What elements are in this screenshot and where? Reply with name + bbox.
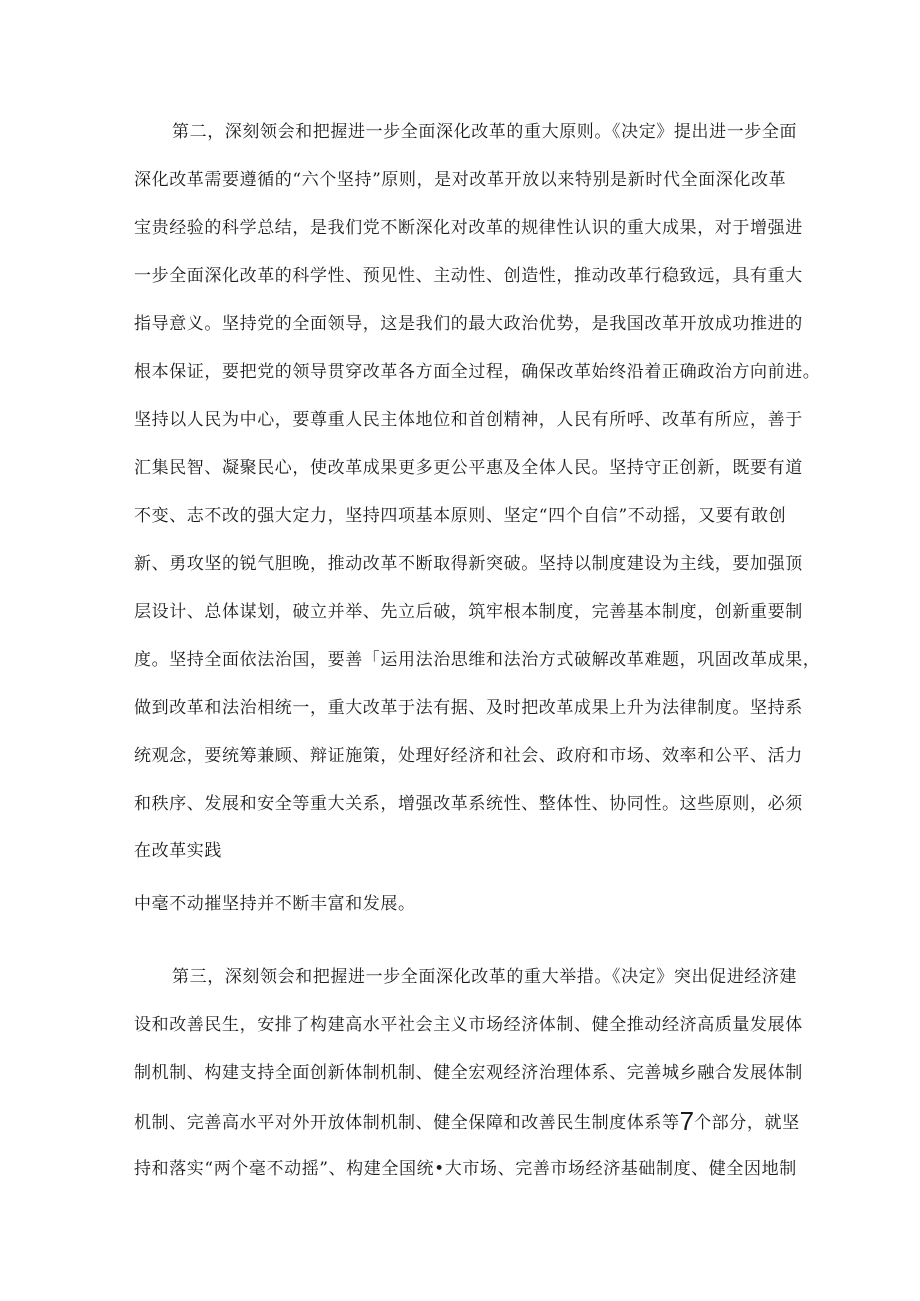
paragraph-3-line-4	[134, 1106, 800, 1136]
paragraph-2-line-11: 层设计、总体谋划，破立并举、先立后破，筑牢根本制度，完善基本制度，创新重要制	[134, 602, 803, 622]
paragraph-2-line-6: 根本保证，要把党的领导贯穿改革各方面全过程，确保改革始终沿着正确政治方向前进。	[134, 362, 821, 382]
paragraph-2-line-7: 坚持以人民为中心，要尊重人民主体地位和首创精神，人民有所呼、改革有所应，善于	[134, 410, 803, 430]
section-count-number: 7	[679, 1106, 695, 1136]
paragraph-3-line-2: 设和改善民生，安排了构建高水平社会主义市场经济体制、健全推动经济高质量发展体	[134, 1015, 803, 1035]
paragraph-2-line-4: 一步全面深化改革的科学性、预见性、主动性、创造性，推动改革行稳致远，具有重大	[134, 266, 803, 286]
paragraph-2-line-12: 度。坚持全面依法治国，要善「运用法治思维和法治方式破解改革难题，巩固改革成果，	[134, 650, 821, 670]
paragraph-2-line-13: 做到改革和法治相统一，重大改革于法有据、及时把改革成果上升为法律制度。坚持系	[134, 698, 803, 718]
paragraph-2-line-5: 指导意义。坚持党的全面领导，这是我们的最大政治优势，是我国改革开放成功推进的	[134, 314, 803, 334]
paragraph-2-line-10: 新、勇攻坚的锐气胆晚，推动改革不断取得新突破。坚持以制度建设为主线，要加强顶	[134, 554, 803, 574]
paragraph-2-line-16: 在改革实践	[134, 841, 222, 861]
paragraph-2-line-15: 和秩序、发展和安全等重大关系，增强改革系统性、整体性、协同性。这些原则，必须	[134, 794, 803, 814]
paragraph-3-line-3: 制机制、构建支持全面创新体制机制、健全宏观经济治理体系、完善城乡融合发展体制	[134, 1063, 803, 1083]
paragraph-2-line-14: 统观念，要统筹兼顾、辩证施策，处理好经济和社会、政府和市场、效率和公平、活力	[134, 746, 803, 766]
paragraph-3-line-4-before: 机制、完善高水平对外开放体制机制、健全保障和改善民生制度体系等	[134, 1113, 680, 1133]
paragraph-2-line-2: 深化改革需要遵循的“六个坚持”原则，是对改革开放以来特别是新时代全面深化改革	[134, 170, 787, 190]
paragraph-3-line-5: 持和落实“两个毫不动摇”、构建全国统•大市场、完善市场经济基础制度、健全因地制	[134, 1159, 797, 1179]
paragraph-2-line-8: 汇集民智、凝聚民心，使改革成果更多更公平惠及全体人民。坚持守正创新，既要有道	[134, 458, 803, 478]
paragraph-2-line-1: 第二，深刻领会和把握进一步全面深化改革的重大原则。《决定》提出进一步全面	[172, 122, 798, 142]
paragraph-2-line-3: 宝贵经验的科学总结，是我们党不断深化对改革的规律性认识的重大成果，对于增强进	[134, 218, 803, 238]
paragraph-3-line-4-after: 个部分，就坚	[694, 1113, 800, 1133]
paragraph-2-continuation: 中毫不动摧坚持并不断丰富和发展。	[134, 894, 416, 914]
paragraph-2-line-9: 不变、志不改的强大定力，坚持四项基本原则、坚定“四个自信”不动摇，又要有敢创	[134, 506, 787, 526]
paragraph-3-line-1: 第三，深刻领会和把握进一步全面深化改革的重大举措。《决定》突出促进经济建	[172, 967, 798, 987]
